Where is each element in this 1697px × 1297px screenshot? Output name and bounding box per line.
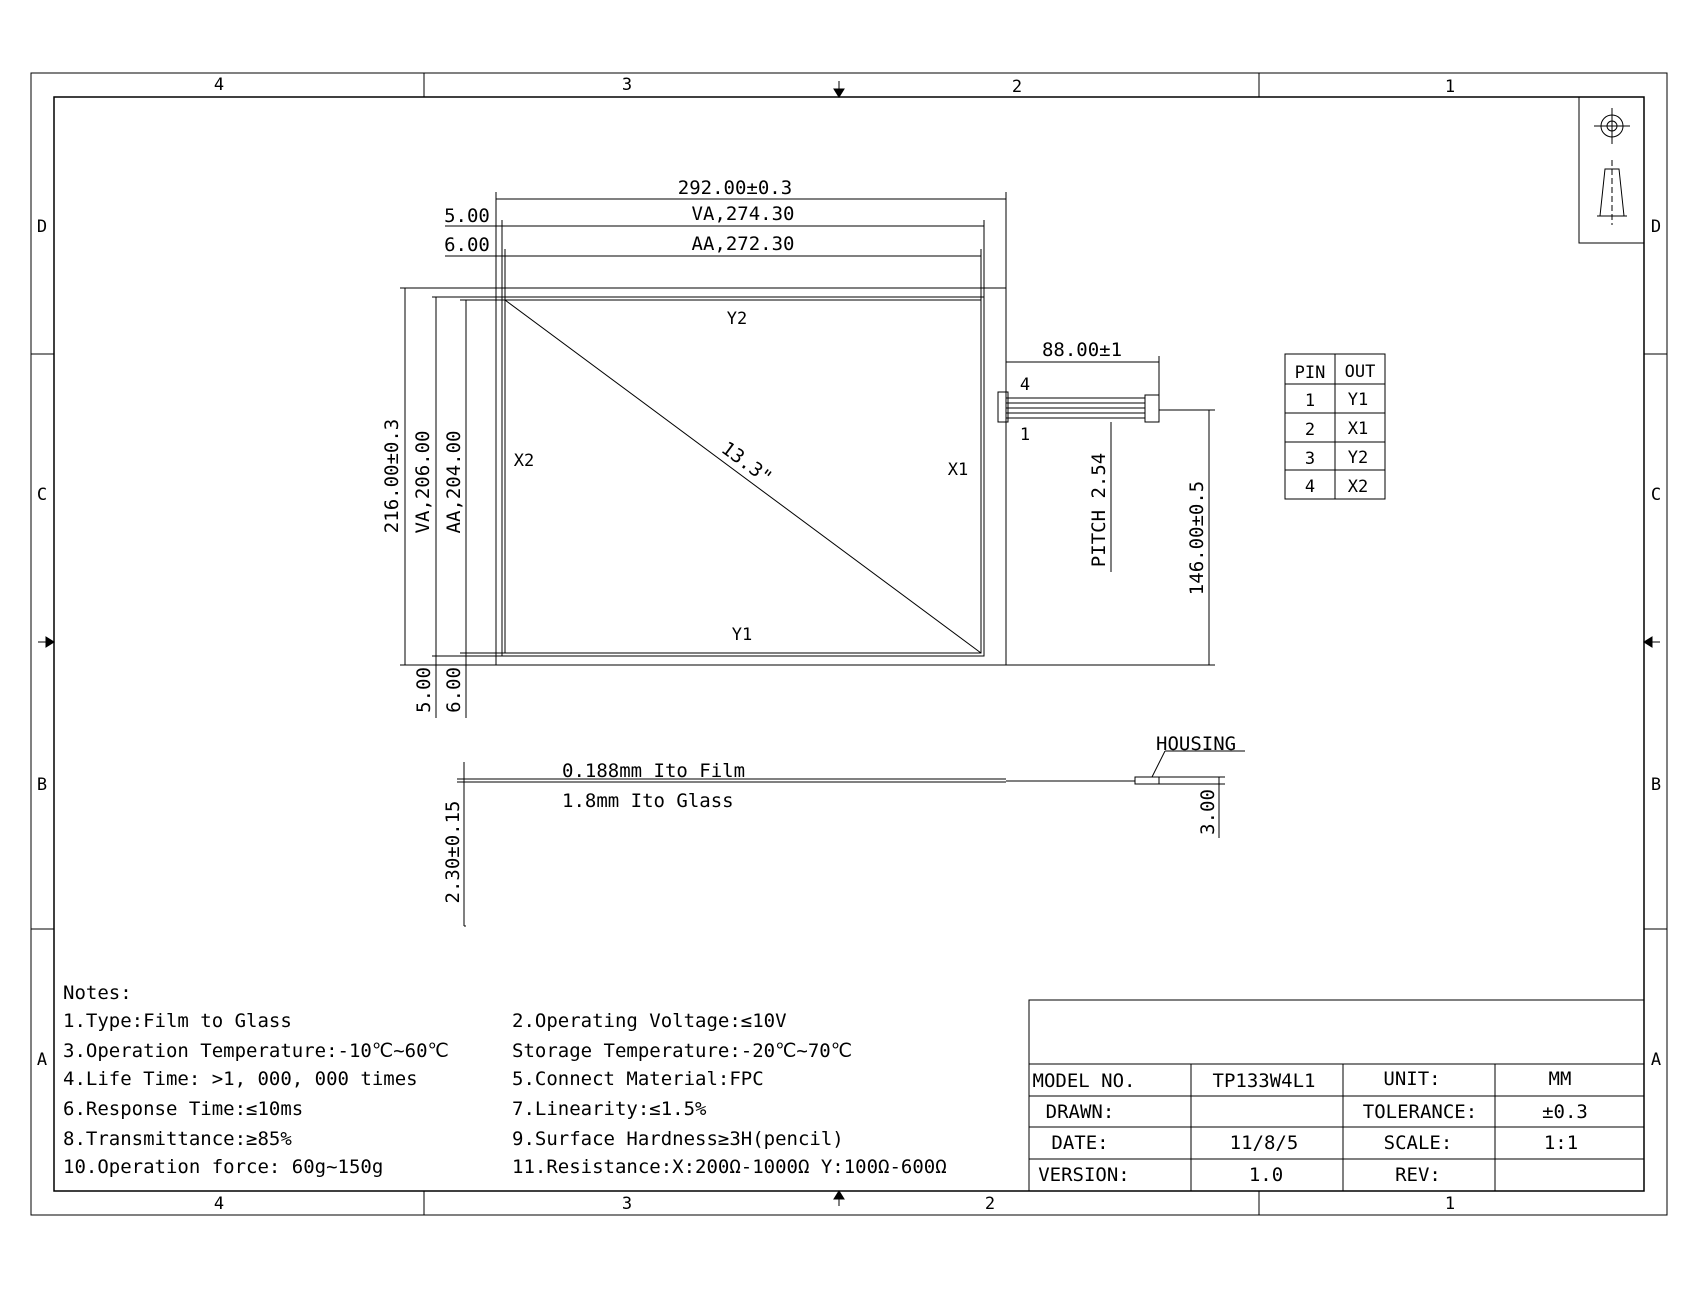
tolerance-value: ±0.3 bbox=[1542, 1101, 1588, 1123]
date-label: DATE: bbox=[1051, 1132, 1109, 1154]
zone-col-3-bottom: 3 bbox=[621, 1194, 633, 1214]
fpc-tail bbox=[1006, 395, 1159, 422]
pin-table-cell: 1 bbox=[1304, 391, 1316, 411]
zone-row-d-right: D bbox=[1650, 217, 1662, 237]
dim-bottom-aa-offset: 6.00 bbox=[443, 667, 465, 713]
dim-overall-width: 292.00±0.3 bbox=[677, 177, 793, 199]
rev-label: REV: bbox=[1395, 1164, 1441, 1186]
version-value: 1.0 bbox=[1248, 1164, 1284, 1186]
zone-row-c-left: C bbox=[36, 485, 48, 505]
zone-col-2-top: 2 bbox=[1011, 77, 1023, 97]
label-x1: X1 bbox=[947, 460, 969, 480]
scale-label: SCALE: bbox=[1383, 1132, 1453, 1154]
diagonal-line bbox=[505, 300, 981, 653]
pin-table-cell: Y1 bbox=[1347, 390, 1369, 410]
diagonal-size: 13.3" bbox=[717, 437, 777, 490]
unit-value: MM bbox=[1548, 1068, 1572, 1090]
dim-housing-height: 3.00 bbox=[1197, 789, 1219, 835]
note-item: 1.Type:Film to Glass bbox=[63, 1010, 292, 1032]
label-film: 0.188mm Ito Film bbox=[562, 760, 746, 782]
note-item: 8.Transmittance:≥85% bbox=[63, 1128, 292, 1150]
note-item: 6.Response Time:≤10ms bbox=[63, 1098, 304, 1120]
notes-heading: Notes: bbox=[63, 982, 132, 1004]
note-item: 5.Connect Material:FPC bbox=[512, 1068, 764, 1090]
dim-tail-position: 146.00±0.5 bbox=[1186, 480, 1208, 596]
note-item: 10.Operation force: 60g~150g bbox=[63, 1156, 384, 1178]
dim-va-offset: 5.00 bbox=[444, 205, 490, 227]
pin-table-header-out: OUT bbox=[1344, 362, 1376, 382]
zone-row-b-right: B bbox=[1650, 775, 1662, 795]
label-y1: Y1 bbox=[731, 625, 753, 645]
note-item: 7.Linearity:≤1.5% bbox=[512, 1098, 707, 1120]
label-x2: X2 bbox=[513, 451, 535, 471]
zone-col-1-bottom: 1 bbox=[1444, 1194, 1456, 1214]
tail-dimension-lines bbox=[1006, 356, 1215, 665]
label-glass: 1.8mm Ito Glass bbox=[562, 790, 734, 812]
dim-overall-height: 216.00±0.3 bbox=[381, 418, 403, 534]
pin-table-header-pin: PIN bbox=[1294, 363, 1326, 383]
zone-row-a-right: A bbox=[1650, 1050, 1662, 1070]
pin-table-cell: X1 bbox=[1347, 419, 1369, 439]
label-y2: Y2 bbox=[726, 309, 748, 329]
pin-table-cell: 3 bbox=[1304, 449, 1316, 469]
note-item: 11.Resistance:X:200Ω-1000Ω Y:100Ω-600Ω bbox=[512, 1156, 947, 1178]
dim-bottom-va-offset: 5.00 bbox=[413, 667, 435, 713]
pin-table-cell: Y2 bbox=[1347, 448, 1369, 468]
unit-label: UNIT: bbox=[1383, 1068, 1441, 1090]
pin-table-cell: X2 bbox=[1347, 477, 1369, 497]
zone-col-1-top: 1 bbox=[1444, 77, 1456, 97]
projection-symbol-icon bbox=[1579, 97, 1644, 243]
zone-col-3-top: 3 bbox=[621, 75, 633, 95]
note-item: 2.Operating Voltage:≤10V bbox=[512, 1010, 787, 1032]
drawn-label: DRAWN: bbox=[1045, 1101, 1115, 1123]
zone-col-2-bottom: 2 bbox=[984, 1194, 996, 1214]
zone-row-b-left: B bbox=[36, 775, 48, 795]
scale-value: 1:1 bbox=[1543, 1132, 1579, 1154]
version-label: VERSION: bbox=[1038, 1164, 1130, 1186]
pin-label-1: 1 bbox=[1019, 425, 1031, 445]
zone-col-4-top: 4 bbox=[213, 75, 225, 95]
dim-aa-width: AA,272.30 bbox=[691, 233, 795, 255]
dim-va-height: VA,206.00 bbox=[412, 430, 434, 534]
pin-label-4: 4 bbox=[1019, 375, 1031, 395]
zone-row-a-left: A bbox=[36, 1050, 48, 1070]
dim-aa-offset: 6.00 bbox=[444, 234, 490, 256]
dim-tail-length: 88.00±1 bbox=[1041, 339, 1123, 361]
zone-row-d-left: D bbox=[36, 217, 48, 237]
label-housing: HOUSING bbox=[1156, 733, 1237, 755]
model-value: TP133W4L1 bbox=[1212, 1070, 1316, 1092]
pin-table-cell: 2 bbox=[1304, 420, 1316, 440]
note-item: Storage Temperature:-20℃~70℃ bbox=[512, 1040, 853, 1062]
zone-col-4-bottom: 4 bbox=[213, 1194, 225, 1214]
note-item: 3.Operation Temperature:-10℃~60℃ bbox=[63, 1040, 449, 1062]
centering-marks bbox=[38, 81, 1660, 1206]
zone-row-c-right: C bbox=[1650, 485, 1662, 505]
tolerance-label: TOLERANCE: bbox=[1362, 1101, 1478, 1123]
dim-va-width: VA,274.30 bbox=[691, 203, 795, 225]
model-label: MODEL NO. bbox=[1032, 1070, 1136, 1092]
note-item: 4.Life Time: >1, 000, 000 times bbox=[63, 1068, 418, 1090]
dim-aa-height: AA,204.00 bbox=[443, 430, 465, 534]
dim-thickness: 2.30±0.15 bbox=[442, 800, 464, 904]
inner-frame bbox=[54, 97, 1644, 1191]
pin-table-cell: 4 bbox=[1304, 477, 1316, 497]
dim-pitch: PITCH 2.54 bbox=[1088, 452, 1110, 568]
date-value: 11/8/5 bbox=[1229, 1132, 1299, 1154]
title-block bbox=[1029, 1000, 1644, 1191]
note-item: 9.Surface Hardness≥3H(pencil) bbox=[512, 1128, 844, 1150]
